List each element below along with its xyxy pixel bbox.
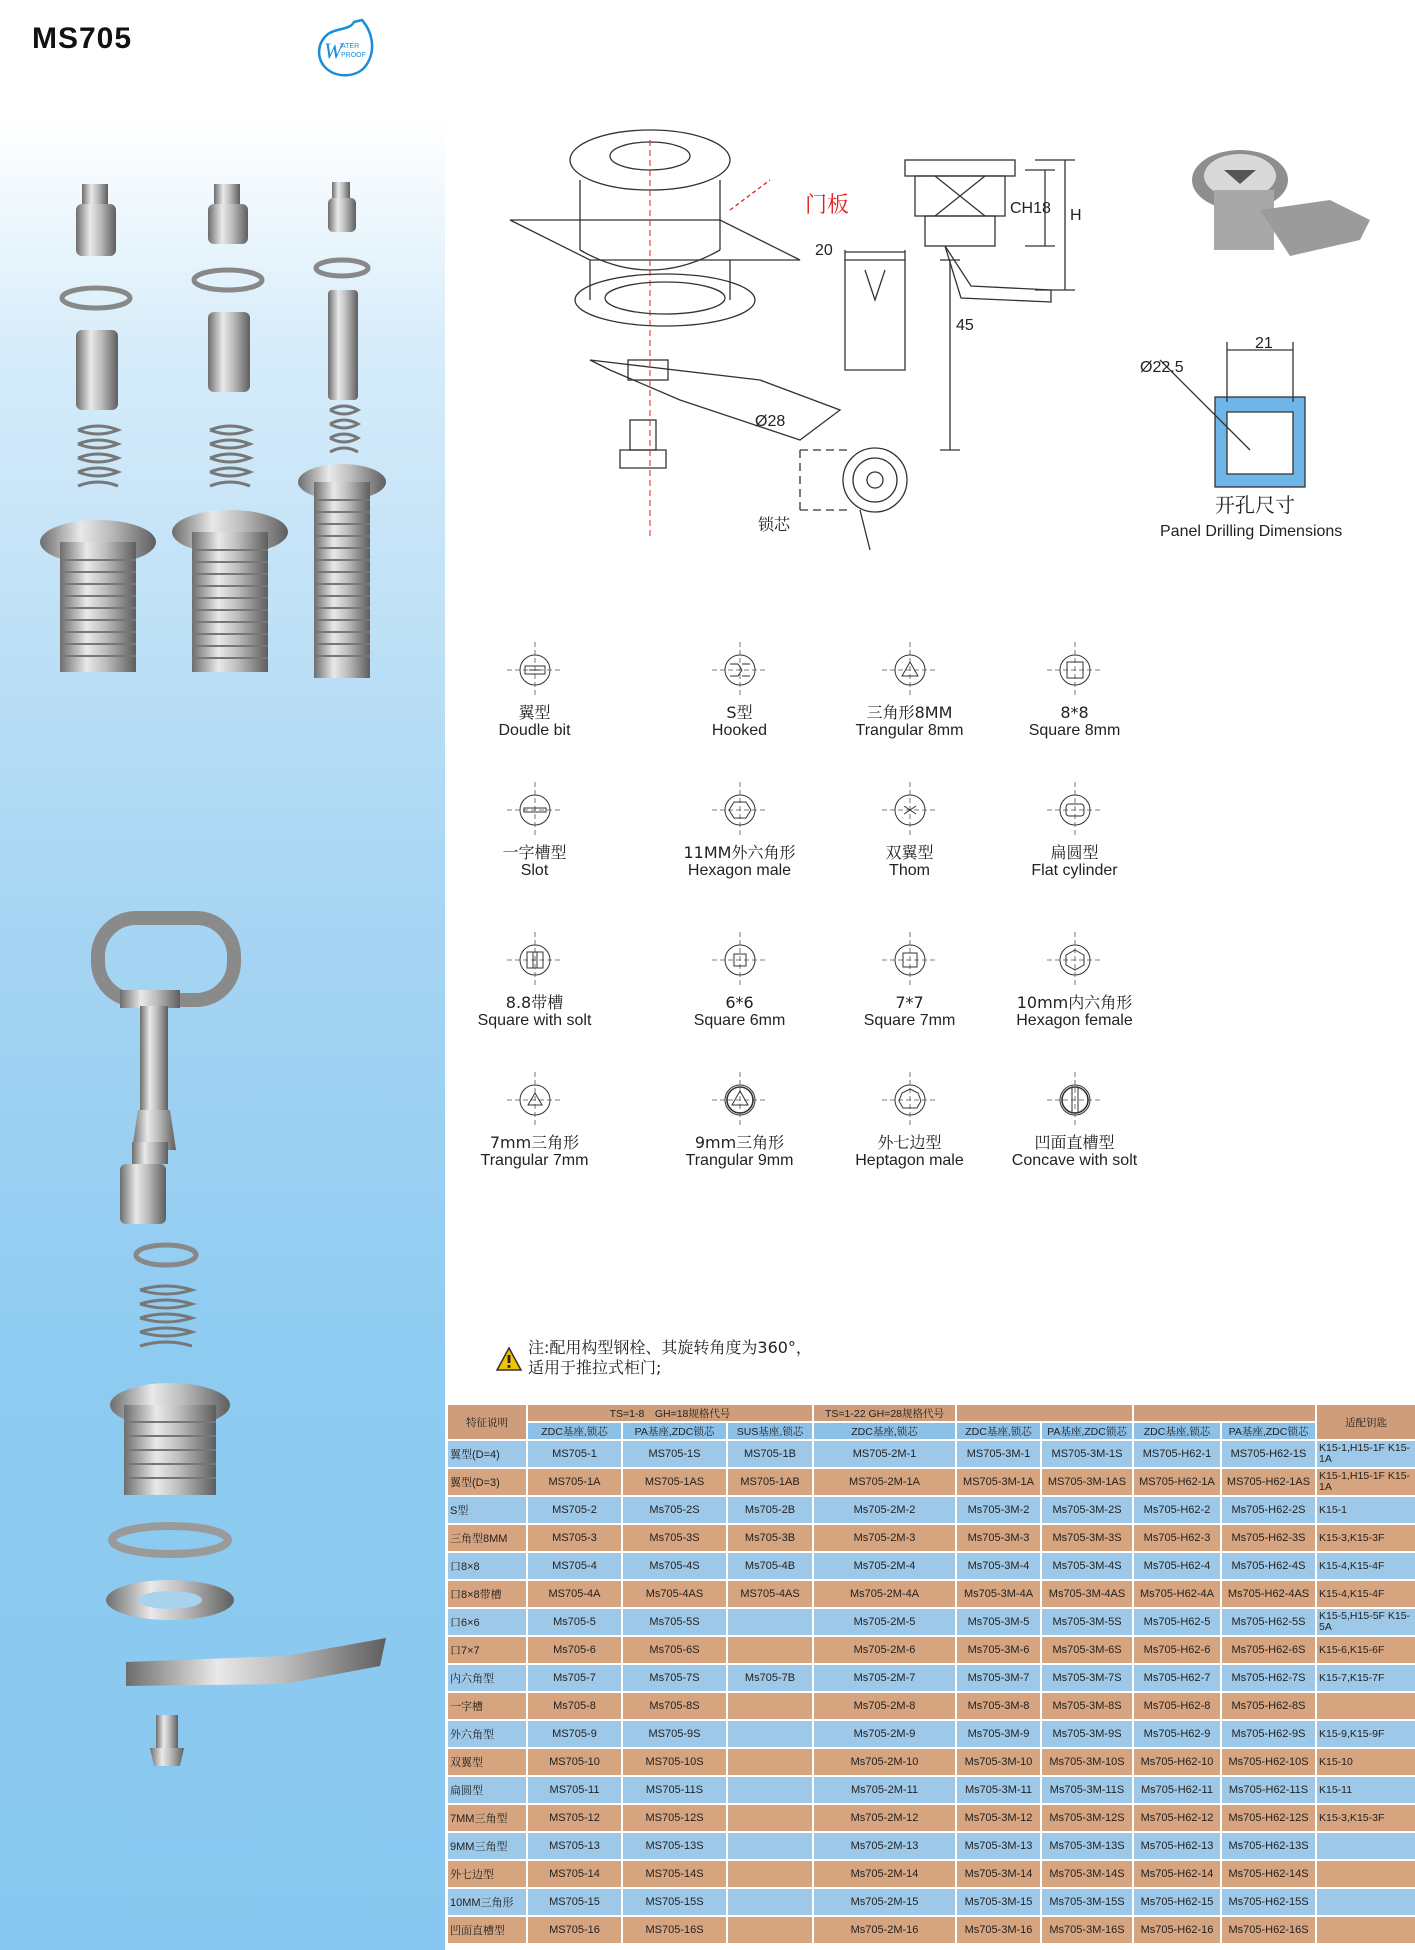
insert-shape-item <box>432 930 637 1090</box>
model-cell: Ms705-H62-3S <box>1221 1524 1316 1552</box>
model-cell: Ms705-2M-7 <box>813 1664 956 1692</box>
group3-header <box>956 1404 1133 1422</box>
model-cell: Ms705-H62-10S <box>1221 1748 1316 1776</box>
model-cell: MS705-1 <box>527 1440 622 1468</box>
model-cell: MS705-3M-1S <box>1041 1440 1133 1468</box>
model-cell: MS705-1B <box>727 1440 813 1468</box>
model-cell <box>727 1776 813 1804</box>
shape-name-en: Hexagon male <box>687 862 792 879</box>
model-cell: MS705-3 <box>527 1524 622 1552</box>
shape-name-cn: 外七边型 <box>877 1133 942 1152</box>
table-row <box>447 1804 1415 1832</box>
square-6mm-icon <box>710 930 770 990</box>
model-cell: Ms705-3M-4S <box>1041 1552 1133 1580</box>
model-cell: Ms705-H62-10 <box>1133 1748 1221 1776</box>
hexagon-female-icon <box>1045 930 1105 990</box>
model-cell: MS705-16 <box>527 1916 622 1944</box>
model-cell: Ms705-H62-12 <box>1133 1804 1221 1832</box>
shape-name-en: Heptagon male <box>855 1152 964 1169</box>
model-cell: Ms705-H62-4S <box>1221 1552 1316 1580</box>
model-cell: Ms705-3M-3 <box>956 1524 1041 1552</box>
model-cell: MS705-10S <box>622 1748 727 1776</box>
model-cell <box>727 1720 813 1748</box>
model-cell: Ms705-H62-5 <box>1133 1608 1221 1636</box>
key-cell: K15-3,K15-3F <box>1316 1524 1415 1552</box>
model-cell: Ms705-2S <box>622 1496 727 1524</box>
feature-header: 特征说明 <box>447 1404 527 1440</box>
hexagon-male-icon <box>710 780 770 840</box>
feature-cell: 10MM三角形 <box>447 1888 527 1916</box>
model-cell: MS705-9S <box>622 1720 727 1748</box>
triangle-7mm-icon <box>505 1070 565 1130</box>
model-cell: Ms705-3M-8 <box>956 1692 1041 1720</box>
shape-name-cn: 10mm内六角形 <box>1016 993 1133 1012</box>
model-cell: Ms705-H62-2 <box>1133 1496 1221 1524</box>
model-cell: Ms705-5S <box>622 1608 727 1636</box>
table-row <box>447 1636 1415 1664</box>
sub-header: ZDC基座,锁芯 <box>956 1422 1041 1440</box>
spec-table-body <box>447 1440 1415 1944</box>
key-cell: K15-4,K15-4F <box>1316 1552 1415 1580</box>
feature-cell: 双翼型 <box>447 1748 527 1776</box>
model-cell: MS705-4 <box>527 1552 622 1580</box>
table-row <box>447 1692 1415 1720</box>
lock-exploded-photo <box>40 170 400 690</box>
table-row <box>447 1496 1415 1524</box>
model-cell: Ms705-2M-12 <box>813 1804 956 1832</box>
shape-name-cn: 一字槽型 <box>502 843 567 862</box>
flat-cylinder-icon <box>1045 780 1105 840</box>
model-cell: Ms705-3M-13 <box>956 1832 1041 1860</box>
shape-name-en: Hooked <box>711 722 768 739</box>
model-cell: Ms705-H62-6S <box>1221 1636 1316 1664</box>
table-row <box>447 1860 1415 1888</box>
shape-name-en: Thom <box>889 862 930 879</box>
door-panel-label: 门板 <box>805 192 850 217</box>
model-cell: Ms705-6S <box>622 1636 727 1664</box>
model-cell: MS705-H62-1 <box>1133 1440 1221 1468</box>
key-cell: K15-1,H15-1F K15-1A <box>1316 1440 1415 1468</box>
model-cell: Ms705-3M-6S <box>1041 1636 1133 1664</box>
model-cell: Ms705-H62-7 <box>1133 1664 1221 1692</box>
model-cell: Ms705-H62-14 <box>1133 1860 1221 1888</box>
feature-cell: 7MM三角型 <box>447 1804 527 1832</box>
key-cell <box>1316 1916 1415 1944</box>
h-label: H <box>1070 207 1082 224</box>
dim-22-5-label: Ø22.5 <box>1140 359 1184 376</box>
model-cell: Ms705-3M-12 <box>956 1804 1041 1832</box>
sub-header: PA基座,ZDC锁芯 <box>1221 1422 1316 1440</box>
key-cell: K15-3,K15-3F <box>1316 1804 1415 1832</box>
model-cell: Ms705-7B <box>727 1664 813 1692</box>
insert-shape-item <box>432 1070 637 1230</box>
table-row <box>447 1720 1415 1748</box>
model-cell: Ms705-3M-5S <box>1041 1608 1133 1636</box>
key-cell <box>1316 1832 1415 1860</box>
model-cell: Ms705-H62-13 <box>1133 1832 1221 1860</box>
model-cell: Ms705-H62-3 <box>1133 1524 1221 1552</box>
model-cell: Ms705-2M-2 <box>813 1496 956 1524</box>
sub-header: PA基座,ZDC锁芯 <box>1041 1422 1133 1440</box>
model-cell: MS705-14S <box>622 1860 727 1888</box>
model-cell: Ms705-H62-6 <box>1133 1636 1221 1664</box>
usage-note <box>528 1338 948 1378</box>
model-cell: MS705-14 <box>527 1860 622 1888</box>
model-cell: Ms705-H62-16S <box>1221 1916 1316 1944</box>
model-cell: Ms705-3M-7 <box>956 1664 1041 1692</box>
model-cell: Ms705-3M-9 <box>956 1720 1041 1748</box>
model-cell: Ms705-7 <box>527 1664 622 1692</box>
model-cell: Ms705-2B <box>727 1496 813 1524</box>
shape-name-cn: 9mm三角形 <box>694 1133 785 1152</box>
model-cell: MS705-15S <box>622 1888 727 1916</box>
shape-name-cn: 凹面直槽型 <box>1034 1133 1115 1152</box>
sub-header: ZDC基座,锁芯 <box>527 1422 622 1440</box>
model-cell: Ms705-3M-4A <box>956 1580 1041 1608</box>
warning-icon <box>495 1346 523 1372</box>
model-cell: Ms705-3M-14S <box>1041 1860 1133 1888</box>
model-cell <box>727 1804 813 1832</box>
insert-shape-item <box>432 780 637 940</box>
shape-name-cn: 翼型 <box>518 703 551 722</box>
model-cell: Ms705-3M-7S <box>1041 1664 1133 1692</box>
shape-name-cn: 8*8 <box>1060 703 1089 722</box>
shape-name-cn: 7mm三角形 <box>489 1133 580 1152</box>
shape-name-en: Concave with solt <box>1011 1152 1138 1169</box>
model-cell <box>727 1748 813 1776</box>
sub-header: ZDC基座,锁芯 <box>1133 1422 1221 1440</box>
model-cell: Ms705-3M-4AS <box>1041 1580 1133 1608</box>
insert-shape-item <box>972 780 1177 940</box>
model-cell: MS705-H62-1S <box>1221 1440 1316 1468</box>
feature-cell: 内六角型 <box>447 1664 527 1692</box>
model-cell: Ms705-2M-4 <box>813 1552 956 1580</box>
shape-name-en: Trangular 8mm <box>855 722 964 739</box>
model-cell: Ms705-3M-9S <box>1041 1720 1133 1748</box>
model-cell: Ms705-4S <box>622 1552 727 1580</box>
shape-name-en: Flat cylinder <box>1031 862 1118 879</box>
group1-header: TS=1-8 GH=18规格代号 <box>527 1404 813 1422</box>
key-cell: K15-1,H15-1F K15-1A <box>1316 1468 1415 1496</box>
key-cell: K15-9,K15-9F <box>1316 1720 1415 1748</box>
model-cell: Ms705-2M-9 <box>813 1720 956 1748</box>
model-cell: Ms705-H62-4A <box>1133 1580 1221 1608</box>
dim-28-label: Ø28 <box>755 413 786 430</box>
svg-text:PROOF: PROOF <box>341 52 366 59</box>
model-cell <box>727 1692 813 1720</box>
model-cell: Ms705-H62-13S <box>1221 1832 1316 1860</box>
feature-cell: 口8×8带槽 <box>447 1580 527 1608</box>
feature-cell: 9MM三角型 <box>447 1832 527 1860</box>
insert-shape-item <box>972 1070 1177 1230</box>
model-cell: Ms705-H62-8 <box>1133 1692 1221 1720</box>
sub-header: ZDC基座,锁芯 <box>813 1422 956 1440</box>
model-cell: Ms705-H62-5S <box>1221 1608 1316 1636</box>
model-cell: Ms705-3B <box>727 1524 813 1552</box>
key-cell: K15-4,K15-4F <box>1316 1580 1415 1608</box>
heptagon-male-icon <box>880 1070 940 1130</box>
model-cell: MS705-4AS <box>727 1580 813 1608</box>
model-cell: Ms705-3M-11 <box>956 1776 1041 1804</box>
model-cell: MS705-4A <box>527 1580 622 1608</box>
key-header: 适配钥匙 <box>1316 1404 1415 1440</box>
insert-shapes-grid <box>477 640 1340 1280</box>
table-row <box>447 1916 1415 1944</box>
note-line-2: 适用于推拉式柜门; <box>528 1358 662 1377</box>
thom-icon <box>880 780 940 840</box>
model-cell: Ms705-3M-16 <box>956 1916 1041 1944</box>
model-cell: MS705-H62-1A <box>1133 1468 1221 1496</box>
key-cell: K15-10 <box>1316 1748 1415 1776</box>
model-cell: Ms705-H62-11 <box>1133 1776 1221 1804</box>
shape-name-en: Trangular 9mm <box>685 1152 794 1169</box>
shape-name-cn: 三角形8MM <box>866 703 953 722</box>
model-cell: Ms705-H62-15S <box>1221 1888 1316 1916</box>
model-cell: Ms705-H62-4 <box>1133 1552 1221 1580</box>
model-cell: Ms705-3S <box>622 1524 727 1552</box>
model-cell: Ms705-3M-14 <box>956 1860 1041 1888</box>
model-cell: Ms705-H62-7S <box>1221 1664 1316 1692</box>
model-cell: Ms705-3M-2 <box>956 1496 1041 1524</box>
model-cell: Ms705-3M-4 <box>956 1552 1041 1580</box>
key-cell: K15-7,K15-7F <box>1316 1664 1415 1692</box>
model-cell: Ms705-H62-9 <box>1133 1720 1221 1748</box>
feature-cell: 翼型(D=3) <box>447 1468 527 1496</box>
model-cell: MS705-10 <box>527 1748 622 1776</box>
feature-cell: 外六角型 <box>447 1720 527 1748</box>
model-cell: Ms705-H62-9S <box>1221 1720 1316 1748</box>
concave-slot-icon <box>1045 1070 1105 1130</box>
model-cell <box>727 1916 813 1944</box>
model-cell <box>727 1888 813 1916</box>
shape-name-en: Slot <box>520 862 549 879</box>
shape-name-cn: S型 <box>726 703 753 722</box>
square-7mm-icon <box>880 930 940 990</box>
feature-cell: 扁圆型 <box>447 1776 527 1804</box>
model-cell: Ms705-2M-14 <box>813 1860 956 1888</box>
shape-name-en: Trangular 7mm <box>480 1152 589 1169</box>
model-cell: Ms705-H62-16 <box>1133 1916 1221 1944</box>
model-cell: MS705-H62-1AS <box>1221 1468 1316 1496</box>
double-bit-icon <box>505 640 565 700</box>
shape-name-en: Doudle bit <box>498 722 571 739</box>
model-cell: Ms705-2M-16 <box>813 1916 956 1944</box>
svg-text:W: W <box>324 38 343 63</box>
model-cell: MS705-2 <box>527 1496 622 1524</box>
shape-name-cn: 扁圆型 <box>1050 843 1099 862</box>
model-cell: MS705-13S <box>622 1832 727 1860</box>
shape-name-cn: 11MM外六角形 <box>683 843 796 862</box>
group2-header: TS=1-22 GH=28规格代号 <box>813 1404 956 1422</box>
model-cell: Ms705-4B <box>727 1552 813 1580</box>
shape-name-en: Square 6mm <box>693 1012 786 1029</box>
model-cell: MS705-3M-1 <box>956 1440 1041 1468</box>
model-cell: MS705-11S <box>622 1776 727 1804</box>
model-cell: Ms705-2M-13 <box>813 1832 956 1860</box>
spec-table <box>446 1403 1415 1945</box>
model-cell: Ms705-2M-4A <box>813 1580 956 1608</box>
model-cell: Ms705-2M-10 <box>813 1748 956 1776</box>
model-cell: Ms705-H62-2S <box>1221 1496 1316 1524</box>
feature-cell: 口6×6 <box>447 1608 527 1636</box>
table-row <box>447 1776 1415 1804</box>
model-cell: Ms705-3M-2S <box>1041 1496 1133 1524</box>
drilling-title-cn: 开孔尺寸 <box>1215 495 1295 517</box>
insert-shape-item <box>432 640 637 800</box>
model-cell <box>727 1636 813 1664</box>
model-cell: Ms705-2M-6 <box>813 1636 956 1664</box>
model-cell <box>727 1832 813 1860</box>
model-cell: Ms705-2M-15 <box>813 1888 956 1916</box>
model-cell: MS705-1S <box>622 1440 727 1468</box>
model-cell: Ms705-3M-12S <box>1041 1804 1133 1832</box>
model-cell: MS705-2M-1A <box>813 1468 956 1496</box>
model-cell: Ms705-8S <box>622 1692 727 1720</box>
feature-cell: 口8×8 <box>447 1552 527 1580</box>
feature-cell: 翼型(D=4) <box>447 1440 527 1468</box>
model-cell: Ms705-5 <box>527 1608 622 1636</box>
model-cell: Ms705-H62-8S <box>1221 1692 1316 1720</box>
shape-name-en: Square 8mm <box>1028 722 1121 739</box>
model-cell: Ms705-3M-13S <box>1041 1832 1133 1860</box>
sub-header: SUS基座,锁芯 <box>727 1422 813 1440</box>
model-cell: MS705-12 <box>527 1804 622 1832</box>
table-row <box>447 1440 1415 1468</box>
model-cell: Ms705-H62-12S <box>1221 1804 1316 1832</box>
model-cell: MS705-3M-1A <box>956 1468 1041 1496</box>
shape-name-en: Hexagon female <box>1016 1012 1133 1029</box>
model-cell: MS705-12S <box>622 1804 727 1832</box>
table-row <box>447 1552 1415 1580</box>
table-row <box>447 1832 1415 1860</box>
model-cell: Ms705-3M-15 <box>956 1888 1041 1916</box>
dim-21-label: 21 <box>1255 335 1273 352</box>
model-cell: MS705-1AS <box>622 1468 727 1496</box>
model-cell: MS705-1AB <box>727 1468 813 1496</box>
triangle-8mm-icon <box>880 640 940 700</box>
key-cell: K15-6,K15-6F <box>1316 1636 1415 1664</box>
model-cell <box>727 1860 813 1888</box>
drilling-title-en: Panel Drilling Dimensions <box>1160 523 1343 540</box>
table-row <box>447 1748 1415 1776</box>
model-cell: Ms705-H62-14S <box>1221 1860 1316 1888</box>
model-cell: Ms705-H62-4AS <box>1221 1580 1316 1608</box>
shape-name-cn: 7*7 <box>895 993 924 1012</box>
key-cell: K15-5,H15-5F K15-5A <box>1316 1608 1415 1636</box>
table-row <box>447 1580 1415 1608</box>
model-cell: MS705-15 <box>527 1888 622 1916</box>
model-cell: Ms705-3M-16S <box>1041 1916 1133 1944</box>
shape-name-cn: 6*6 <box>725 993 754 1012</box>
page-title: MS705 <box>32 22 133 55</box>
dim-20-label: 20 <box>815 242 833 259</box>
ch18-label: CH18 <box>1010 200 1051 217</box>
model-cell: MS705-2M-1 <box>813 1440 956 1468</box>
key-and-parts-photo <box>90 910 400 1780</box>
model-cell: MS705-1A <box>527 1468 622 1496</box>
table-row <box>447 1608 1415 1636</box>
technical-drawing <box>500 120 1380 560</box>
triangle-9mm-icon <box>710 1070 770 1130</box>
insert-shape-item <box>972 640 1177 800</box>
table-row <box>447 1888 1415 1916</box>
shape-name-en: Square 7mm <box>863 1012 956 1029</box>
model-cell: Ms705-2M-3 <box>813 1524 956 1552</box>
model-cell: Ms705-H62-15 <box>1133 1888 1221 1916</box>
shape-name-cn: 8.8带槽 <box>505 993 564 1012</box>
feature-cell: S型 <box>447 1496 527 1524</box>
model-cell: Ms705-7S <box>622 1664 727 1692</box>
insert-shape-item <box>972 930 1177 1090</box>
table-row <box>447 1664 1415 1692</box>
model-cell: Ms705-3M-15S <box>1041 1888 1133 1916</box>
model-cell: Ms705-2M-5 <box>813 1608 956 1636</box>
model-cell: Ms705-3M-3S <box>1041 1524 1133 1552</box>
model-cell: MS705-16S <box>622 1916 727 1944</box>
lock-core-label: 锁芯 <box>758 517 791 534</box>
model-cell: Ms705-3M-10 <box>956 1748 1041 1776</box>
key-cell: K15-11 <box>1316 1776 1415 1804</box>
model-cell: Ms705-6 <box>527 1636 622 1664</box>
feature-cell: 一字槽 <box>447 1692 527 1720</box>
shape-name-cn: 双翼型 <box>885 843 934 862</box>
model-cell: Ms705-3M-8S <box>1041 1692 1133 1720</box>
group4-header <box>1133 1404 1316 1422</box>
svg-text:ATER: ATER <box>341 43 360 50</box>
key-cell <box>1316 1692 1415 1720</box>
key-cell <box>1316 1860 1415 1888</box>
table-row <box>447 1468 1415 1496</box>
key-cell: K15-1 <box>1316 1496 1415 1524</box>
model-cell: Ms705-2M-11 <box>813 1776 956 1804</box>
model-cell: Ms705-3M-6 <box>956 1636 1041 1664</box>
table-row <box>447 1524 1415 1552</box>
feature-cell: 凹面直槽型 <box>447 1916 527 1944</box>
shape-name-en: Square with solt <box>477 1012 592 1029</box>
model-cell: MS705-13 <box>527 1832 622 1860</box>
square-8mm-icon <box>1045 640 1105 700</box>
key-cell <box>1316 1888 1415 1916</box>
feature-cell: 口7×7 <box>447 1636 527 1664</box>
model-cell: Ms705-4AS <box>622 1580 727 1608</box>
model-cell: MS705-11 <box>527 1776 622 1804</box>
dim-45-label: 45 <box>956 317 974 334</box>
sub-header: PA基座,ZDC锁芯 <box>622 1422 727 1440</box>
note-line-1: 注:配用构型钢栓、其旋转角度为360°， <box>528 1338 812 1357</box>
feature-cell: 外七边型 <box>447 1860 527 1888</box>
waterproof-logo <box>310 14 380 84</box>
square-slot-icon <box>505 930 565 990</box>
hooked-icon <box>710 640 770 700</box>
model-cell: MS705-9 <box>527 1720 622 1748</box>
model-cell: Ms705-3M-5 <box>956 1608 1041 1636</box>
slot-icon <box>505 780 565 840</box>
model-cell: Ms705-3M-11S <box>1041 1776 1133 1804</box>
model-cell: Ms705-8 <box>527 1692 622 1720</box>
model-cell: MS705-3M-1AS <box>1041 1468 1133 1496</box>
feature-cell: 三角型8MM <box>447 1524 527 1552</box>
model-cell: Ms705-3M-10S <box>1041 1748 1133 1776</box>
model-cell: Ms705-H62-11S <box>1221 1776 1316 1804</box>
model-cell <box>727 1608 813 1636</box>
model-cell: Ms705-2M-8 <box>813 1692 956 1720</box>
